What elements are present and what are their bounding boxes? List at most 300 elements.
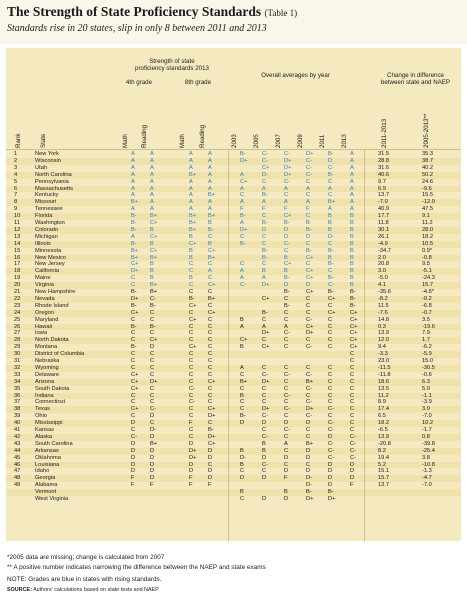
cell-change2: 15.5 [422, 192, 434, 199]
col-header-reading4: Reading [141, 124, 148, 148]
cell-y2005: F [262, 206, 266, 213]
cell-state: Arkansas [35, 447, 59, 454]
cell-y2009: C+ [306, 289, 314, 295]
cell-math8: D+ [189, 447, 197, 454]
cell-y2011: D [328, 482, 333, 489]
table-row [6, 441, 461, 448]
cell-y2003: B- [240, 213, 246, 220]
cell-change1: 8.2 [378, 447, 386, 454]
cell-change1: 11.2 [378, 392, 389, 399]
cell-math4: C [131, 275, 136, 282]
cell-y2003: A [240, 220, 244, 226]
cell-math4: D [131, 447, 136, 454]
cell-change1: 18.2 [378, 420, 390, 427]
cell-change1: 2.0 [378, 254, 386, 261]
cell-y2007: C- [284, 406, 291, 413]
cell-change2: 10.5 [422, 240, 434, 247]
cell-y2013: C [350, 427, 355, 433]
cell-math4: C- [131, 433, 138, 440]
cell-reading4: D [150, 468, 155, 475]
cell-state: Hawaii [35, 323, 53, 330]
cell-math8: C+ [189, 240, 197, 247]
cell-math4: B- [131, 289, 137, 295]
cell-y2011: A [328, 185, 332, 192]
cell-math4: B- [131, 344, 137, 351]
cell-reading4: B [150, 240, 154, 247]
cell-math8: A [189, 192, 193, 199]
cell-state: Michigan [35, 233, 58, 240]
cell-math4: C+ [131, 406, 139, 413]
cell-math4: B- [131, 220, 137, 226]
cell-rank: 12 [14, 226, 21, 233]
table-row [6, 151, 461, 158]
cell-y2013: C [350, 406, 355, 413]
cell-y2009: B [306, 220, 310, 226]
cell-y2009: D+ [306, 151, 314, 157]
cell-reading8: C [208, 420, 213, 427]
cell-y2009: C- [306, 316, 313, 323]
cell-reading8: C+ [208, 282, 216, 289]
table-row [6, 296, 461, 303]
cell-reading4: C [150, 316, 155, 323]
cell-y2011: C- [328, 454, 335, 461]
cell-reading8: A [208, 151, 212, 157]
cell-y2003: A [240, 323, 244, 330]
cell-state: Wisconsin [35, 157, 61, 164]
cell-reading8: C [208, 351, 213, 358]
cell-reading8: C [208, 330, 213, 337]
cell-change1: 0.3 [378, 323, 386, 330]
cell-state: Nebraska [35, 358, 60, 364]
cell-y2005: C [262, 427, 267, 433]
cell-change1: 3.0 [378, 268, 386, 275]
source-label: SOURCE: [7, 587, 32, 593]
cell-math4: F [131, 475, 135, 482]
cell-change2: -5.1 [422, 268, 432, 275]
cell-reading8: C [208, 371, 213, 378]
table-row [6, 317, 461, 324]
cell-y2013: C- [350, 440, 357, 447]
cell-y2013: C+ [350, 344, 358, 351]
table-row [6, 220, 461, 227]
cell-rank: 39 [14, 413, 21, 420]
cell-y2011: B [328, 220, 332, 226]
cell-y2007: C- [284, 151, 291, 157]
cell-y2005: D [262, 496, 267, 502]
cell-change1: 26.1 [378, 233, 390, 240]
cell-y2011: B- [328, 275, 334, 282]
cell-reading8: C+ [208, 378, 216, 385]
cell-state: Rhode Island [35, 302, 69, 309]
cell-reading8: C [208, 233, 213, 240]
page-title [7, 4, 297, 20]
cell-y2009: C+ [306, 275, 314, 282]
table-row [6, 199, 461, 206]
cell-y2009: D [306, 233, 311, 240]
cell-reading8: A [208, 164, 212, 171]
cell-reading8: C [208, 289, 213, 295]
cell-state: Louisiana [35, 461, 60, 468]
cell-state: New Hampshire [35, 289, 76, 295]
cell-reading8: B+ [208, 295, 216, 302]
cell-y2013: D [350, 468, 355, 475]
cell-state: Mississippi [35, 420, 63, 427]
cell-y2009: D [306, 447, 311, 454]
table-row [6, 379, 461, 386]
cell-y2005: D [262, 420, 267, 427]
table-row [6, 399, 461, 406]
cell-y2013: A [350, 199, 354, 206]
cell-change1: 13.7 [378, 192, 390, 199]
cell-y2013: C+ [350, 309, 358, 316]
cell-y2009: C- [306, 157, 313, 164]
cell-reading8: C [208, 316, 213, 323]
cell-y2003: C [240, 233, 245, 240]
cell-change2: 50.2 [422, 171, 434, 178]
cell-math8: C- [189, 399, 196, 406]
cell-reading8: B+ [208, 254, 216, 261]
table-row [6, 248, 461, 255]
cell-change1: -7.0 [378, 199, 388, 206]
cell-rank: 20 [14, 282, 21, 289]
cell-change2: 11.2 [422, 220, 433, 226]
col-header-2013: 2013 [341, 134, 348, 148]
cell-rank: 45 [14, 454, 21, 461]
cell-state: South Dakota [35, 385, 70, 392]
cell-reading4: A [150, 178, 154, 185]
cell-math4: B- [131, 323, 137, 330]
cell-y2007: D+ [284, 171, 292, 178]
cell-math4: C [131, 364, 136, 371]
cell-reading4: D [150, 454, 155, 461]
cell-math8: B+ [189, 213, 197, 220]
table-row [6, 172, 461, 179]
col-header-2007: 2007 [275, 134, 282, 148]
cell-reading4: A [150, 157, 154, 164]
cell-y2013: C- [350, 447, 357, 454]
cell-reading4: A [150, 151, 154, 157]
cell-y2011: B [328, 226, 332, 233]
cell-math4: C [131, 427, 136, 433]
cell-math8: C [189, 413, 194, 420]
cell-change2: 6.3 [422, 378, 430, 385]
cell-reading8: C [208, 323, 213, 330]
cell-y2005: B- [262, 247, 268, 254]
footnote-2: ** A positive number indicates narrowing the difference between the NAEP and state exams [7, 564, 266, 571]
cell-math8: B+ [189, 226, 197, 233]
cell-y2007: F [284, 206, 288, 213]
cell-y2005: D+ [262, 330, 270, 337]
cell-reading8: B [208, 220, 212, 226]
cell-y2009: D [306, 454, 311, 461]
cell-state: Maryland [35, 316, 59, 323]
cell-y2003: A [240, 185, 244, 192]
cell-change1: 11.5 [378, 302, 389, 309]
cell-y2011: C [328, 178, 333, 185]
cell-state: Idaho [35, 468, 50, 475]
cell-y2007: B- [284, 275, 290, 282]
cell-y2013: A [350, 164, 354, 171]
cell-y2011: D+ [328, 496, 336, 502]
cell-y2007: C [284, 295, 289, 302]
cell-y2005: D [262, 454, 267, 461]
cell-y2013: F [350, 482, 354, 489]
cell-y2013: C- [350, 454, 357, 461]
cell-math8: C [189, 282, 194, 289]
cell-y2009: C+ [306, 323, 314, 330]
cell-change1: 13.5 [378, 385, 390, 392]
cell-reading4: B+ [150, 254, 158, 261]
cell-y2003: D- [240, 454, 247, 461]
cell-y2011: C [328, 413, 333, 420]
cell-y2009: C [306, 240, 311, 247]
cell-y2005: B- [262, 192, 268, 199]
cell-y2003: B [240, 489, 244, 496]
cell-y2009: D [306, 420, 311, 427]
cell-y2011: C [328, 364, 333, 371]
cell-y2007: C [284, 413, 289, 420]
cell-change2: -7.0 [422, 482, 432, 489]
cell-y2011: D- [328, 233, 335, 240]
cell-math4: D [131, 454, 136, 461]
cell-math4: A [131, 164, 135, 171]
cell-y2005: B [262, 447, 266, 454]
cell-change2: 7.9 [422, 330, 430, 337]
cell-state: South Carolina [35, 440, 73, 447]
cell-y2003: C- [240, 282, 247, 289]
cell-y2003: B- [240, 151, 246, 157]
cell-y2003: D+ [240, 157, 248, 164]
table-row [6, 482, 461, 489]
cell-change2: -24.3 [422, 275, 435, 282]
table-row [6, 261, 461, 268]
cell-change2: -3.9 [422, 399, 432, 406]
cell-reading4: A [150, 164, 154, 171]
cell-reading4: A [150, 185, 154, 192]
cell-change1: 15.7 [378, 475, 390, 482]
cell-y2007: C [284, 399, 289, 406]
cell-y2013: A [350, 185, 354, 192]
cell-change1: -11.8 [378, 371, 391, 378]
cell-y2007: C [284, 385, 289, 392]
table-row [6, 475, 461, 482]
cell-rank: 46 [14, 461, 21, 468]
cell-reading4: B+ [150, 289, 158, 295]
cell-math4: C [131, 399, 136, 406]
cell-y2011: C [328, 378, 333, 385]
cell-reading4: C [150, 371, 155, 378]
cell-math4: A [131, 192, 135, 199]
cell-change1: -7.6 [378, 309, 388, 316]
table-row [6, 427, 461, 434]
cell-rank: 26 [14, 323, 21, 330]
cell-rank: 44 [14, 447, 21, 454]
table-row [6, 165, 461, 172]
cell-reading4: C [150, 358, 155, 364]
table-row [6, 275, 461, 282]
cell-state: Arizona [35, 378, 55, 385]
cell-y2003: C [240, 385, 245, 392]
cell-change2: -4.7 [422, 475, 432, 482]
col-header-rank: Rank [15, 133, 22, 148]
cell-y2013: A [350, 178, 354, 185]
cell-rank: 7 [14, 192, 18, 199]
cell-math4: D [131, 461, 136, 468]
table-row [6, 468, 461, 475]
table-row [6, 268, 461, 275]
cell-change1: 13.9 [378, 330, 390, 337]
cell-reading4: B [150, 226, 154, 233]
cell-math8: D [189, 461, 194, 468]
cell-math8: A [189, 206, 193, 213]
cell-y2007: C- [284, 330, 291, 337]
cell-y2007: D+ [284, 164, 292, 171]
cell-y2007: B [284, 268, 288, 275]
cell-y2011: C [328, 330, 333, 337]
cell-state: Connecticut [35, 399, 66, 406]
cell-y2007: C+ [284, 213, 292, 220]
cell-y2007: C [284, 309, 289, 316]
cell-change2: 5.9 [422, 385, 430, 392]
cell-y2013: B- [350, 302, 356, 309]
cell-change2: -39.8 [422, 440, 435, 447]
cell-y2011: C [328, 392, 333, 399]
cell-y2009: D [306, 282, 311, 289]
cell-state: Nevada [35, 295, 55, 302]
cell-y2007: B- [284, 302, 290, 309]
cell-change1: 6.5 [378, 413, 386, 420]
cell-reading4: C [150, 392, 155, 399]
cell-y2013: C+ [350, 316, 358, 323]
cell-y2003: B- [240, 240, 246, 247]
cell-rank: 33 [14, 371, 21, 378]
cell-y2005: A [262, 275, 266, 282]
cell-state: Montana [35, 344, 58, 351]
cell-math4: A [131, 151, 135, 157]
cell-y2005: C+ [262, 344, 270, 351]
cell-y2013: A [350, 206, 354, 213]
cell-math8: C [189, 358, 194, 364]
cell-change2: 15.0 [422, 358, 434, 364]
cell-y2013: B [350, 261, 354, 268]
cell-state: Pennsylvania [35, 178, 69, 185]
cell-rank: 28 [14, 337, 21, 344]
cell-math4: A [131, 178, 135, 185]
cell-change1: 9.4 [378, 344, 386, 351]
cell-state: Tennessee [35, 206, 63, 213]
cell-change1: 14.8 [378, 316, 390, 323]
cell-math4: C [131, 330, 136, 337]
cell-reading4: D- [150, 427, 157, 433]
cell-reading8: F [208, 482, 212, 489]
cell-change1: 31.5 [378, 151, 390, 157]
table-row [6, 448, 461, 455]
grade8-header: 8th grade [184, 79, 212, 86]
cell-state: North Dakota [35, 337, 69, 344]
cell-reading8: D [208, 475, 213, 482]
cell-change1: 40.9 [378, 206, 390, 213]
cell-y2005: C [262, 364, 267, 371]
cell-rank: 14 [14, 240, 21, 247]
cell-math4: C+ [131, 261, 139, 268]
cell-rank: 17 [14, 261, 21, 268]
cell-y2007: B- [284, 289, 290, 295]
cell-math8: A [189, 157, 193, 164]
cell-rank: 5 [14, 178, 18, 185]
divider-averages [364, 150, 365, 541]
cell-math4: D [131, 420, 136, 427]
cell-reading8: C [208, 399, 213, 406]
table-row [6, 310, 461, 317]
cell-y2005: C [262, 337, 267, 344]
cell-rank: 11 [14, 220, 20, 226]
cell-y2011: D [328, 157, 333, 164]
cell-state: Texas [35, 406, 50, 413]
cell-reading8: C+ [208, 247, 216, 254]
cell-math8: A [189, 185, 193, 192]
table-row [6, 358, 461, 365]
cell-change1: -5.0 [378, 275, 388, 282]
cell-y2011: C [328, 399, 333, 406]
cell-y2005: C- [262, 433, 269, 440]
cell-math4: C [131, 358, 136, 364]
cell-rank: 9 [14, 206, 18, 213]
cell-y2007: C- [284, 240, 291, 247]
col-header-reading8: Reading [199, 124, 206, 148]
cell-rank: 29 [14, 344, 21, 351]
cell-reading4: C [150, 351, 155, 358]
cell-rank: 15 [14, 247, 21, 254]
cell-y2009: C [306, 309, 311, 316]
cell-y2005: B [262, 268, 266, 275]
cell-y2013: C [350, 413, 355, 420]
cell-reading8: C [208, 302, 213, 309]
cell-reading4: C [150, 385, 155, 392]
cell-change2: -19.6 [422, 323, 435, 330]
cell-rank: 21 [14, 289, 21, 295]
cell-reading4: D+ [150, 378, 158, 385]
table-row [6, 434, 461, 441]
col-header-change1: 2011-2013 [381, 118, 388, 148]
cell-y2007: A [284, 185, 288, 192]
cell-y2007: D [284, 233, 289, 240]
cell-y2005: C+ [262, 295, 270, 302]
cell-y2011: B- [328, 247, 334, 254]
cell-math8: C [189, 261, 194, 268]
cell-reading8: C [208, 461, 213, 468]
cell-math4: C [131, 282, 136, 289]
cell-y2009: C- [306, 371, 313, 378]
cell-rank: 42 [14, 433, 21, 440]
cell-rank: 23 [14, 302, 21, 309]
cell-y2013: B [350, 233, 354, 240]
table-row [6, 179, 461, 186]
cell-reading4: C+ [150, 337, 158, 344]
cell-math8: C [189, 406, 194, 413]
cell-y2005: C [262, 233, 267, 240]
cell-math4: B- [131, 240, 137, 247]
cell-y2007: A [284, 440, 288, 447]
table-row [6, 462, 461, 469]
cell-y2009: B- [306, 226, 312, 233]
page-subtitle: Standards rise in 20 states, slip in only 8 between 2011 and 2013 [7, 23, 267, 34]
cell-reading4: B- [150, 323, 156, 330]
cell-reading4: C [150, 364, 155, 371]
cell-y2005: C- [262, 151, 269, 157]
cell-math8: C [189, 427, 194, 433]
cell-y2009: C [306, 337, 311, 344]
cell-change2: 1.7 [422, 337, 430, 344]
